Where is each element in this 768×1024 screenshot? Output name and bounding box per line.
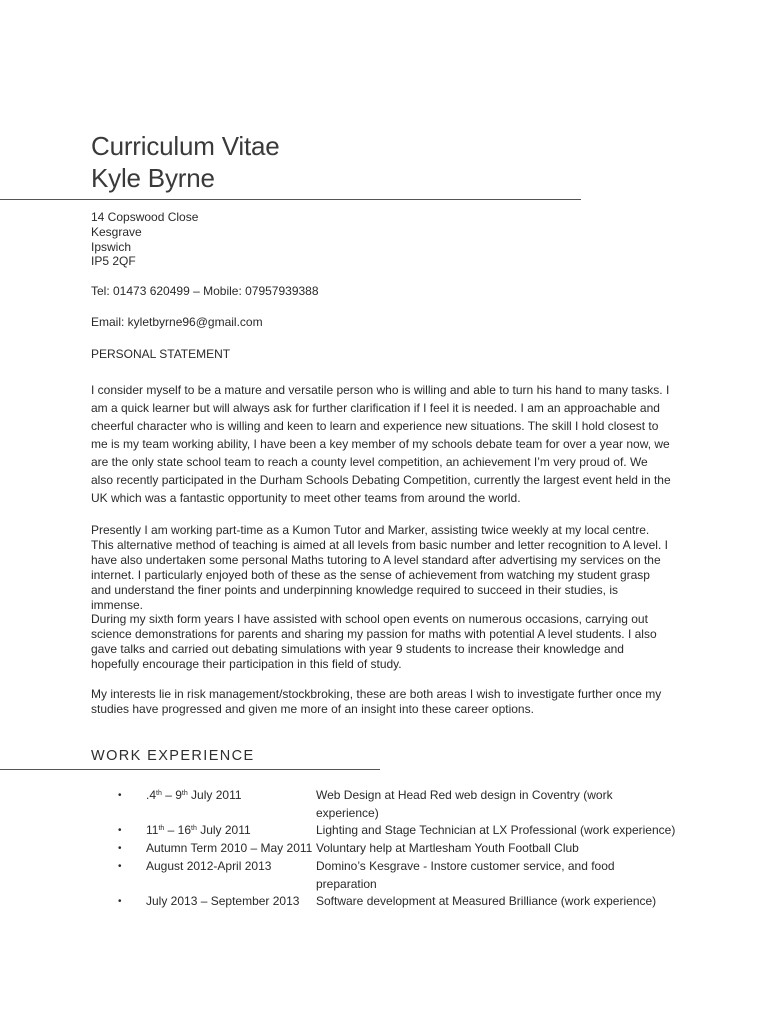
email-line: Email: kyletbyrne96@gmail.com	[91, 315, 263, 329]
date-suffix: th	[156, 790, 162, 797]
statement-paragraph: Presently I am working part-time as a Kumon Tutor and Marker, assisting twice weekly at my local centre. This alternative method of teaching is aimed at all levels from basic number and letter recognition to A level. I have also undertaken some personal Maths tutoring to A level standard after advertising my services on the internet. I particularly enjoyed both of these as the sense of achievement from watching my student grasp and understand the finer points and underpinning knowledge required to succeed in their studies, is immense.	[91, 523, 668, 612]
date-suffix: th	[158, 825, 165, 832]
bullet-icon: •	[118, 861, 122, 872]
date-suffix: th	[191, 825, 197, 832]
date-part: – 16	[164, 823, 192, 837]
work-experience-divider	[0, 769, 380, 770]
list-item	[118, 787, 678, 822]
statement-paragraph: My interests lie in risk management/stockbroking, these are both areas I wish to investigate further once my studies have progressed and given me more of an insight into these career options.	[91, 687, 662, 716]
cv-header	[91, 130, 280, 194]
date-part: July 2011	[196, 823, 251, 837]
address-line: Ipswich	[91, 239, 132, 254]
bullet-icon: •	[118, 825, 122, 836]
work-experience-heading: WORK EXPERIENCE	[91, 748, 255, 764]
date-part: July 2011	[187, 788, 242, 802]
bullet-icon: •	[118, 790, 122, 801]
telephone-line: Tel: 01473 620499 – Mobile: 07957939388	[91, 284, 319, 298]
list-item	[118, 858, 678, 893]
address-line: IP5 2QF	[91, 254, 136, 269]
experience-description: Domino’s Kesgrave - Instore customer service, and food preparation	[316, 859, 615, 891]
address-line: 14 Copswood Close	[91, 210, 199, 224]
experience-description: Lighting and Stage Technician at LX Professional (work experience)	[316, 823, 676, 837]
experience-date: July 2013 – September 2013	[146, 894, 300, 908]
experience-date	[146, 822, 316, 840]
statement-paragraph: During my sixth form years I have assisted with school open events on numerous occasions, carrying out science demonstrations for parents and sharing my passion for maths with potential A level students. I also gave talks and carried out debating simulations with year 9 students to increase their knowledge and hopefully encourage their participation in this field of study.	[91, 612, 657, 671]
experience-description: Web Design at Head Red web design in Coventry (work experience)	[316, 788, 613, 820]
experience-description: Voluntary help at Martlesham Youth Football Club	[316, 841, 579, 855]
date-part: – 9	[161, 788, 182, 802]
work-experience-list	[118, 787, 678, 911]
date-part: .4	[146, 788, 157, 802]
experience-date: August 2012-April 2013	[146, 859, 272, 873]
document-title: Curriculum Vitae	[91, 131, 280, 161]
list-item	[118, 822, 678, 840]
header-divider	[0, 199, 581, 200]
date-suffix: th	[181, 790, 188, 797]
experience-date: Autumn Term 2010 – May 2011	[146, 841, 313, 855]
bullet-icon: •	[118, 896, 122, 907]
address-line: Kesgrave	[91, 224, 142, 239]
list-item	[118, 840, 678, 858]
candidate-name: Kyle Byrne	[91, 163, 215, 193]
address-block	[91, 210, 671, 269]
list-item	[118, 893, 678, 911]
statement-paragraph: I consider myself to be a mature and versatile person who is willing and able to turn his hand to many tasks. I am a quick learner but will always ask for further clarification if I feel it is needed. I am an approachable and cheerful character who is willing and keen to learn and experience new situations. The skill I hold closest to me is my team working ability, I have been a key member of my schools debate team for over a year now, we are the only state school team to reach a county level competition, an achievement I’m very proud of. We also recently participated in the Durham Schools Debating Competition, currently the largest event held in the UK which was a fantastic opportunity to meet other teams from around the world.	[91, 383, 671, 505]
bullet-icon: •	[118, 843, 122, 854]
date-part: 11	[146, 823, 159, 837]
personal-statement-heading: PERSONAL STATEMENT	[91, 347, 231, 361]
experience-date	[146, 787, 316, 822]
experience-description: Software development at Measured Brilliance (work experience)	[316, 894, 657, 908]
